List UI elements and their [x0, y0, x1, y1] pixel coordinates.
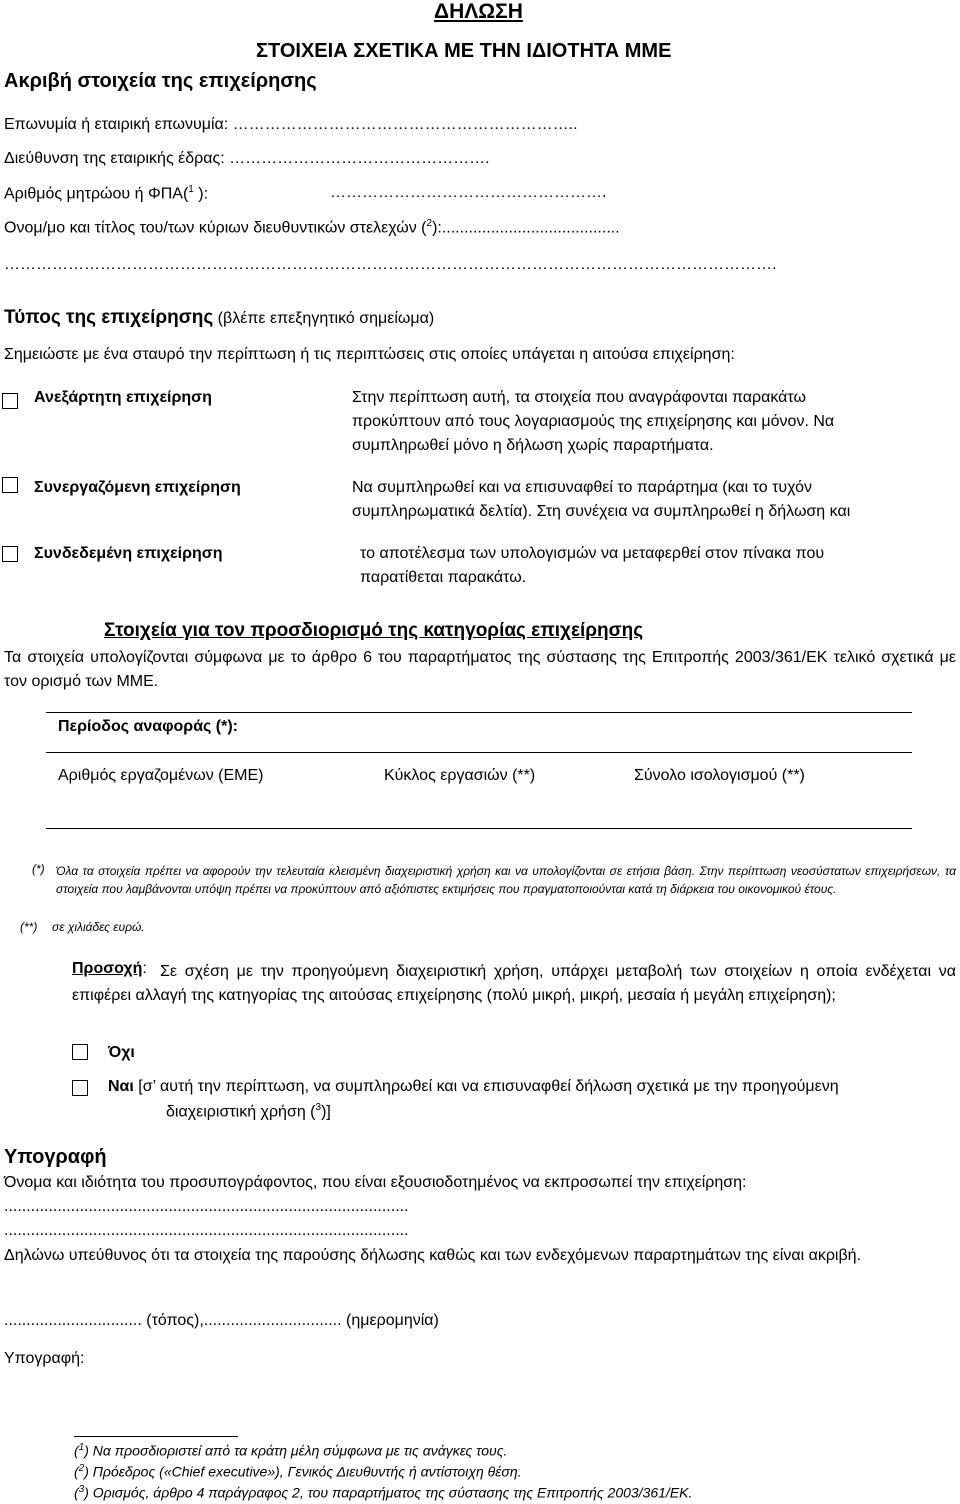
- registration-label: Αριθμός μητρώου ή ΦΠΑ(: [4, 185, 189, 203]
- place-date-field[interactable]: ............................... (τόπος),............................... (ημερομηνία): [4, 1312, 439, 1329]
- company-name-field[interactable]: Επωνυμία ή εταιρική επωνυμία: ………………………………………………………..: [4, 116, 578, 133]
- footnote-2-num: 2: [78, 1463, 85, 1474]
- type-heading-note: (βλέπε επεξηγητικό σημείωμα): [213, 310, 435, 327]
- checkbox-partner[interactable]: [2, 477, 18, 493]
- footnote-2: ($^2$) Πρόεδρος («Chief executive»), Γενικός Διευθυντής ή αντίστοιχη θέση.: [74, 1463, 522, 1480]
- managers-field[interactable]: [4, 218, 620, 237]
- checkbox-linked[interactable]: [2, 546, 18, 562]
- note-star1-text: Όλα τα στοιχεία πρέπει να αφορούν την τελευταία κλεισμένη διαχειριστική χρήση και να υπολογίζονται σε ετήσια βάση. Στην περίπτωση νεοσύστατων επιχειρήσεων, τα στοιχεία που λαμβάνονται υπόψη πρέπει να προκύπτουν από αξιόπιστες εκτιμήσεις που πραγματοποιούνται κατά τη διάρκεια του οικονομικού έτους.: [56, 864, 956, 896]
- note-star2-mark: (**): [20, 920, 38, 934]
- company-heading: Ακριβή στοιχεία της επιχείρησης: [4, 70, 317, 92]
- type-heading: Τύπος της επιχείρησης: [4, 307, 214, 328]
- option-independent-desc-2: προκύπτουν από τους λογαριασμούς της επιχείρησης και μόνον. Να: [352, 413, 835, 430]
- representative-text: Όνομα και ιδιότητα του προσυπογράφοντος, που είναι εξουσιοδοτημένος να εκπροσωπεί την επιχείρηση:: [4, 1174, 747, 1191]
- footnote-ref-2: 2: [426, 218, 433, 229]
- declaration-text: Δηλώνω υπεύθυνος ότι τα στοιχεία της παρούσης δήλωσης καθώς και των ενδεχόμενων παραρτημάτων της είναι ακριβή.: [4, 1247, 862, 1264]
- footnote-1-text: ) Να προσδιοριστεί από τα κράτη μέλη σύμφωνα με τις ανάγκες τους.: [84, 1442, 508, 1459]
- option-linked-label: Συνδεδεμένη επιχείρηση: [34, 545, 223, 562]
- type-instruction: Σημειώστε με ένα σταυρό την περίπτωση ή τις περιπτώσεις στις οποίες υπάγεται η αιτούσα επιχείρηση:: [4, 346, 735, 363]
- period-label: Περίοδος αναφοράς (*):: [58, 718, 239, 735]
- registration-label-end: ):: [193, 185, 209, 203]
- option-yes-label: Ναι: [108, 1078, 134, 1095]
- option-independent-desc-1: Στην περίπτωση αυτή, τα στοιχεία που αναγράφονται παρακάτω: [352, 389, 806, 406]
- col-employees: Αριθμός εργαζομένων (ΕΜΕ): [58, 767, 264, 784]
- table-mid-rule: [46, 752, 912, 753]
- category-text: Τα στοιχεία υπολογίζονται σύμφωνα με το άρθρο 6 του παραρτήματος της σύστασης της Επιτροπής 2003/361/ΕΚ τελικό σχετικά με τον ορισμό των ΜΜΕ.: [4, 649, 956, 690]
- managers-label-end: ):........................................: [432, 219, 620, 237]
- option-partner-desc-1: Να συμπληρωθεί και να επισυναφθεί το παράρτημα (και το τυχόν: [352, 479, 813, 496]
- option-linked-desc-2: παρατίθεται παρακάτω.: [360, 569, 527, 586]
- option-yes-line: [108, 1078, 839, 1096]
- footnote-rule: [74, 1436, 238, 1437]
- option-yes-text: [σ’ αυτή την περίπτωση, να συμπληρωθεί και να επισυναφθεί δήλωση σχετικά με την προηγούμενη: [133, 1078, 839, 1095]
- note-star1-mark: (*): [32, 862, 45, 876]
- col-turnover: Κύκλος εργασιών (**): [384, 767, 536, 784]
- company-address-field[interactable]: Διεύθυνση της εταιρικής έδρας: ………………………………………….: [4, 150, 490, 167]
- footnote-3-num: 3: [78, 1484, 85, 1495]
- signature-heading: Υπογραφή: [4, 1146, 107, 1168]
- footnote-2-text: ) Πρόεδρος («Chief executive»), Γενικός Διευθυντής ή αντίστοιχη θέση.: [84, 1463, 522, 1480]
- col-balance: Σύνολο ισολογισμού (**): [634, 767, 805, 784]
- attention-text: Σε σχέση με την προηγούμενη διαχειριστική χρήση, υπάρχει μεταβολή των στοιχείων η οποία ενδέχεται να επιφέρει αλλαγή της κατηγορίας της αιτούσας επιχείρησης (πολύ μικρή, μικρή, μεσαία ή μεγάλη επιχείρηση);: [72, 963, 956, 1004]
- checkbox-independent[interactable]: [2, 393, 18, 409]
- representative-dots-2[interactable]: ...........................................................................................: [4, 1222, 409, 1239]
- option-independent-desc-3: συμπληρωθεί μόνο η δήλωση χωρίς παραρτήματα.: [352, 437, 714, 454]
- document-title: ΔΗΛΩΣΗ: [434, 0, 523, 23]
- registration-number-field[interactable]: [4, 184, 208, 203]
- table-bottom-rule: [46, 828, 912, 829]
- option-linked-desc-1: το αποτέλεσμα των υπολογισμών να μεταφερθεί στον πίνακα που: [360, 545, 825, 562]
- document-subtitle: ΣΤΟΙΧΕΙΑ ΣΧΕΤΙΚΑ ΜΕ ΤΗΝ ΙΔΙΟΤΗΤΑ ΜΜΕ: [256, 40, 672, 62]
- managers-label: Ονομ/μο και τίτλος του/των κύριων διευθυντικών στελεχών (: [4, 219, 427, 237]
- footnote-ref-3: 3: [315, 1102, 322, 1113]
- footnote-3-text: ) Ορισμός, άρθρο 4 παράγραφος 2, του παραρτήματος της σύστασης της Επιτροπής 2003/361/ΕΚ.: [84, 1484, 693, 1501]
- option-partner-label: Συνεργαζόμενη επιχείρηση: [34, 479, 241, 496]
- option-yes-text-2: [166, 1102, 331, 1121]
- attention-label: Προσοχή: [72, 960, 143, 977]
- signature-label: Υπογραφή:: [4, 1350, 85, 1367]
- footnote-3: ($^3$) Ορισμός, άρθρο 4 παράγραφος 2, του παραρτήματος της σύστασης της Επιτροπής 2003/361/ΕΚ.: [74, 1484, 693, 1501]
- checkbox-no[interactable]: [72, 1044, 88, 1060]
- registration-dots[interactable]: …………………………………………….: [330, 184, 607, 201]
- managers-dots[interactable]: ……………………………………………………………………………………………………………………………….: [4, 256, 777, 273]
- attention-colon: :: [142, 960, 147, 977]
- type-heading-line: [4, 307, 434, 329]
- footnote-1: ($^1$) Να προσδιοριστεί από τα κράτη μέλη σύμφωνα με τις ανάγκες τους.: [74, 1442, 508, 1459]
- representative-dots-1[interactable]: ...........................................................................................: [4, 1198, 409, 1215]
- option-partner-desc-2: συμπληρωματικά δελτία). Στη συνέχεια να συμπληρωθεί η δήλωση και: [352, 503, 851, 520]
- checkbox-yes[interactable]: [72, 1080, 88, 1096]
- category-heading: Στοιχεία για τον προσδιορισμό της κατηγορίας επιχείρησης: [104, 620, 644, 641]
- option-no-label: Όχι: [108, 1044, 135, 1061]
- option-independent-label: Ανεξάρτητη επιχείρηση: [34, 389, 212, 406]
- option-yes-text-2a: διαχειριστική χρήση (: [166, 1103, 316, 1121]
- table-top-rule: [46, 712, 912, 713]
- footnote-1-num: 1: [78, 1442, 85, 1453]
- note-star2-text: σε χιλιάδες ευρώ.: [52, 920, 145, 934]
- option-yes-text-2b: )]: [321, 1103, 331, 1121]
- footnote-ref-1: 1: [188, 184, 194, 195]
